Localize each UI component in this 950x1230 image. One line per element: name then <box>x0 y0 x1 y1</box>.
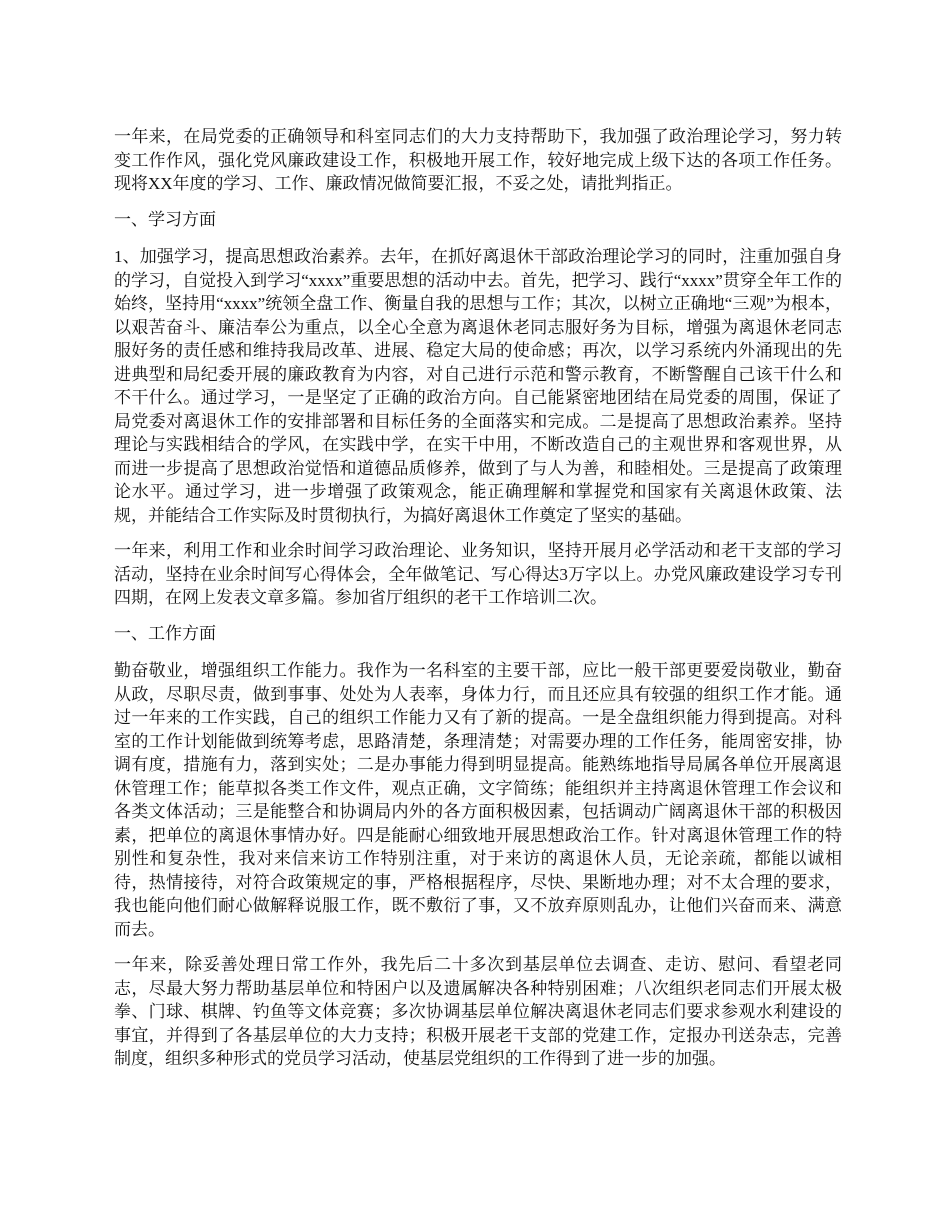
study-paragraph-1: 1、加强学习，提高思想政治素养。去年，在抓好离退休干部政治理论学习的同时，注重加强自身的学习，自觉投入到学习“xxxx”重要思想的活动中去。首先，把学习、践行“xxxx”贯穿全年工作的始终，坚持用“xxxx”统领全盘工作、衡量自我的思想与工作；其次，以树立正确地“三观”为根本，以艰苦奋斗、廉洁奉公为重点，以全心全意为离退休老同志服好务为目标，增强为离退休老同志服好务的责任感和维持我局改革、进展、稳定大局的使命感；再次，以学习系统内外涌现出的先进典型和局纪委开展的廉政教育为内容，对自己进行示范和警示教育，不断警醒自己该干什么和不干什么。通过学习，一是坚定了正确的政治方向。自己能紧密地团结在局党委的周围，保证了局党委对离退休工作的安排部署和目标任务的全面落实和完成。二是提高了思想政治素养。坚持理论与实践相结合的学风，在实践中学，在实干中用，不断改造自己的主观世界和客观世界，从而进一步提高了思想政治觉悟和道德品质修养，做到了与人为善，和睦相处。三是提高了政策理论水平。通过学习，进一步增强了政策观念，能正确理解和掌握党和国家有关离退休政策、法规，并能结合工作实际及时贯彻执行，为搞好离退休工作奠定了坚实的基础。 <box>114 247 842 525</box>
intro-paragraph: 一年来，在局党委的正确领导和科室同志们的大力支持帮助下，我加强了政治理论学习，努力转变工作作风，强化党风廉政建设工作，积极地开展工作，较好地完成上级下达的各项工作任务。现将XX年度的学习、工作、廉政情况做简要汇报，不妥之处，请批判指正。 <box>114 127 842 193</box>
section-heading-study: 一、学习方面 <box>114 209 216 229</box>
section-heading-work: 一、工作方面 <box>114 623 216 643</box>
work-paragraph-2: 一年来，除妥善处理日常工作外，我先后二十多次到基层单位去调查、走访、慰问、看望老同志，尽最大努力帮助基层单位和特困户以及遗属解决各种特别困难；八次组织老同志们开展太极拳、门球、棋牌、钓鱼等文体竞赛；多次协调基层单位解决离退休老同志们要求参观水利建设的事宜，并得到了各基层单位的大力支持；积极开展老干支部的党建工作，定报办刊送杂志，完善制度，组织多种形式的党员学习活动，使基层党组织的工作得到了进一步的加强。 <box>114 955 842 1068</box>
document-body <box>114 125 842 1083</box>
work-paragraph-1: 勤奋敬业，增强组织工作能力。我作为一名科室的主要干部，应比一般干部更要爱岗敬业，勤奋从政，尽职尽责，做到事事、处处为人表率，身体力行，而且还应具有较强的组织工作才能。通过一年来的工作实践，自己的组织工作能力又有了新的提高。一是全盘组织能力得到提高。对科室的工作计划能做到统筹考虑，思路清楚，条理清楚；对需要办理的工作任务，能周密安排，协调有度，措施有力，落到实处；二是办事能力得到明显提高。能熟练地指导局属各单位开展离退休管理工作；能草拟各类工作文件，观点正确，文字简练；能组织并主持离退休管理工作会议和各类文体活动；三是能整合和协调局内外的各方面积极因素，包括调动广阔离退休干部的积极因素，把单位的离退休事情办好。四是能耐心细致地开展思想政治工作。针对离退休管理工作的特别性和复杂性，我对来信来访工作特别注重，对于来访的离退休人员，无论亲疏，都能以诚相待，热情接待，对符合政策规定的事，严格根据程序，尽快、果断地办理；对不太合理的要求，我也能向他们耐心做解释说服工作，既不敷衍了事，又不放弃原则乱办，让他们兴奋而来、满意而去。 <box>114 661 842 939</box>
study-paragraph-2: 一年来，利用工作和业余时间学习政治理论、业务知识，坚持开展月必学活动和老干支部的学习活动，坚持在业余时间写心得体会，全年做笔记、写心得达3万字以上。办党风廉政建设学习专刊四期，在网上发表文章多篇。参加省厅组织的老干工作培训二次。 <box>114 541 842 607</box>
